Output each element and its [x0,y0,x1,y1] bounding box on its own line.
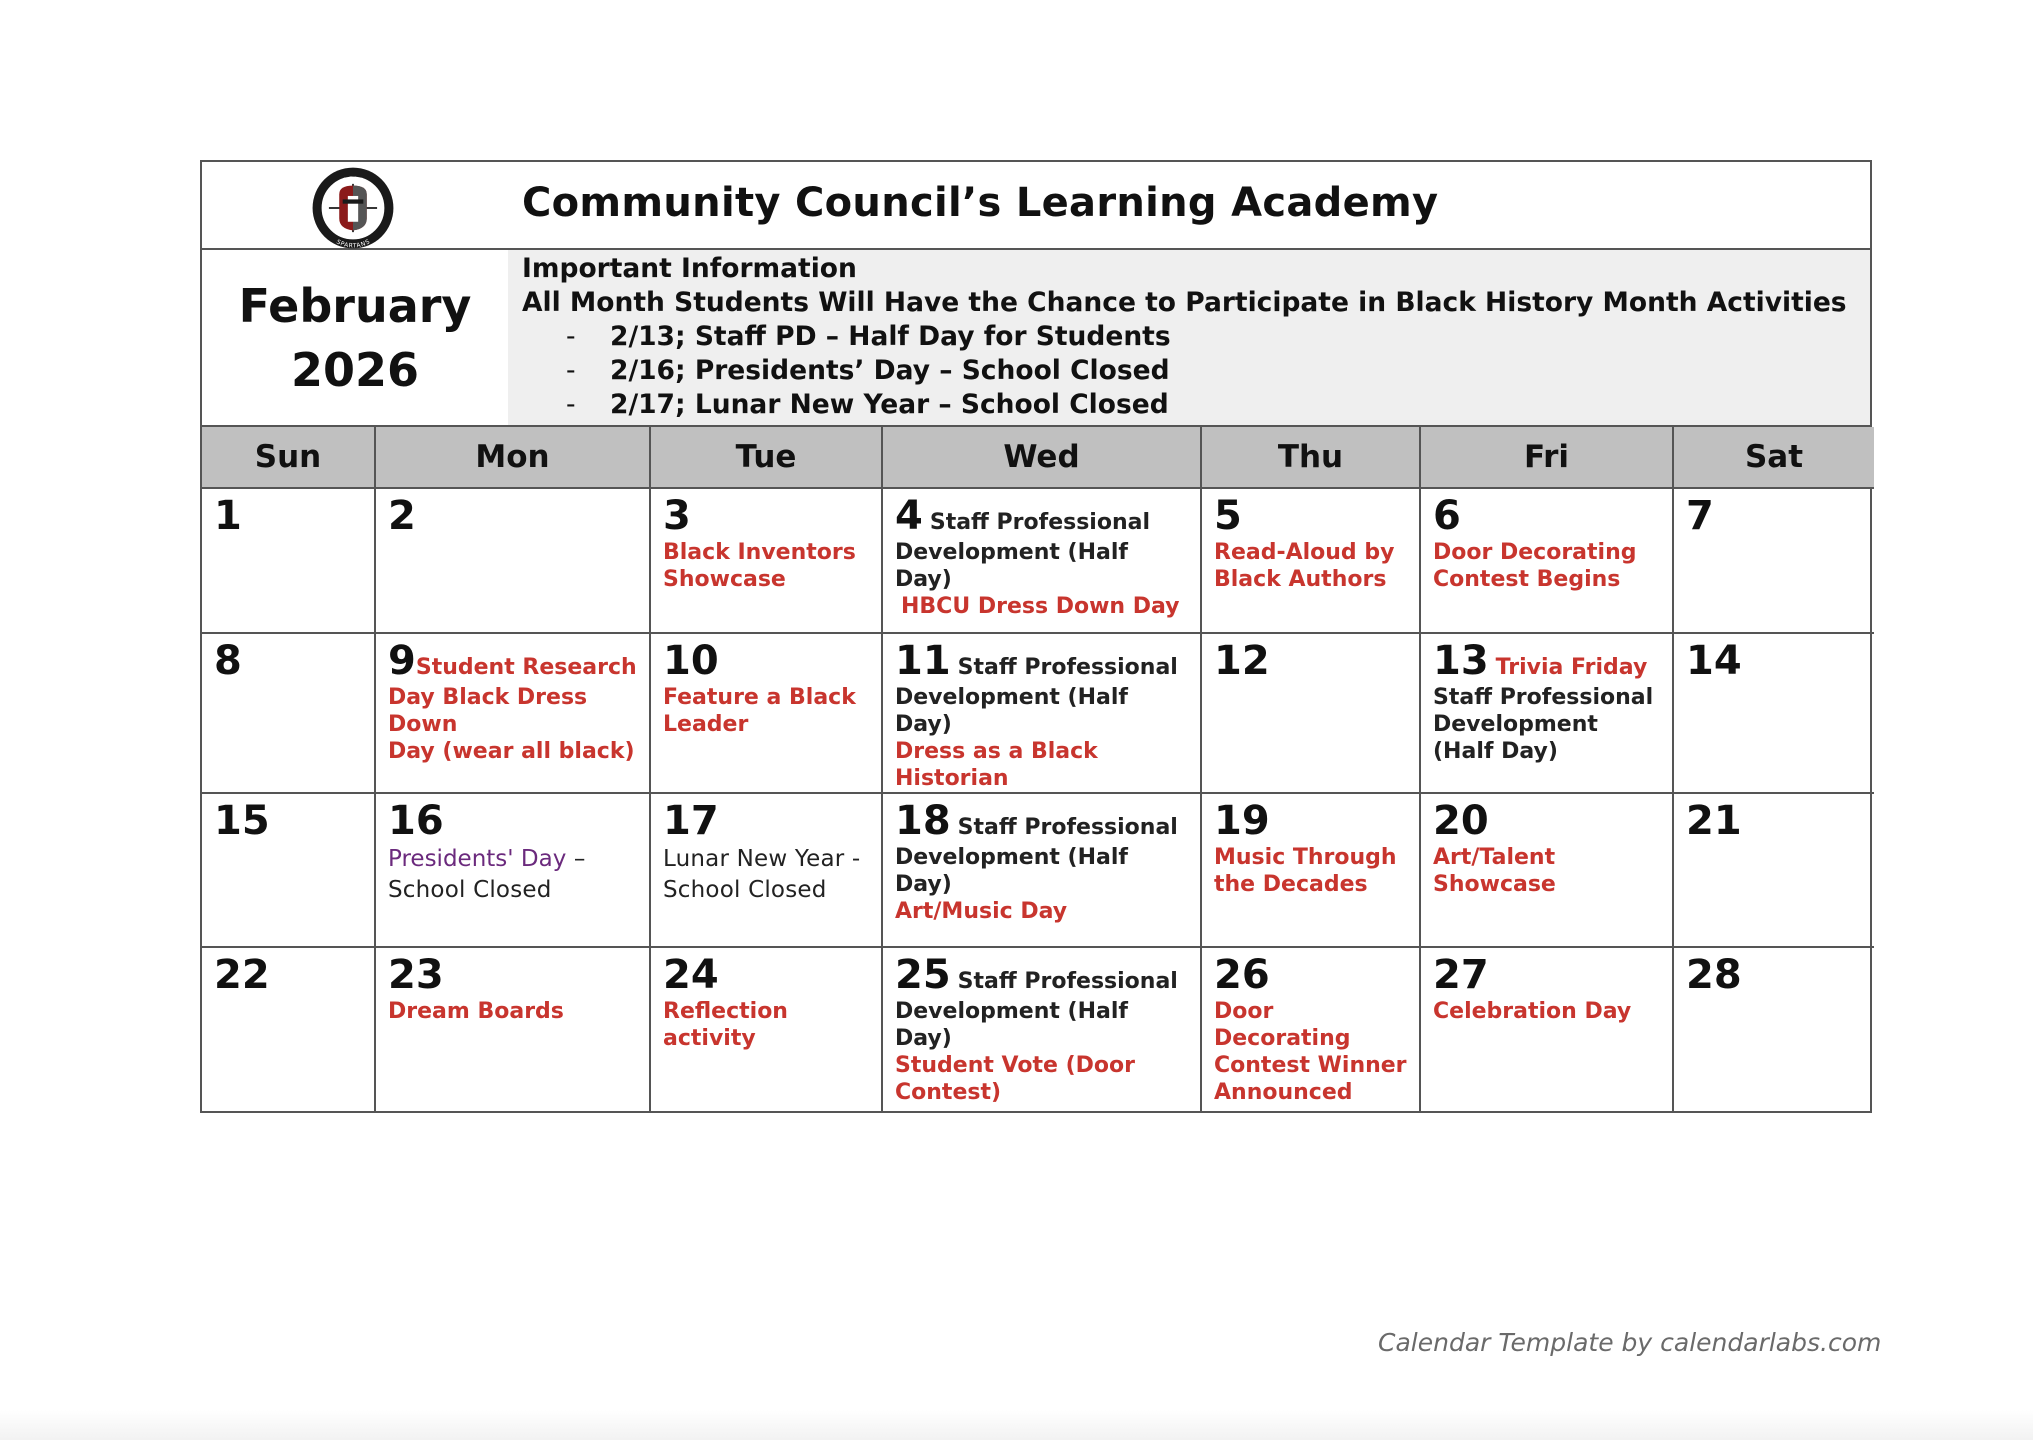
day-cell [882,633,1201,793]
calendar-grid [202,427,1874,1111]
day-number: 3 [663,493,691,539]
info-item-text: 2/13; Staff PD – Half Day for Students [610,321,1171,352]
bullet-dash: - [566,355,576,386]
day-cell [650,793,882,947]
day-event: Development (Half Day) [895,999,1128,1051]
school-header [202,162,1870,250]
weekday-tue: Tue [650,427,882,488]
day-number: 7 [1686,493,1714,539]
day-number: 5 [1214,493,1242,539]
day-event: Day (wear all black) [388,739,635,764]
day-event: Door Decorating Contest Begins [1433,540,1637,592]
month-name: February [238,278,472,333]
day-number: 13 [1433,638,1489,684]
day-event: Celebration Day [1433,999,1632,1024]
day-number: 16 [388,798,444,844]
day-number: 8 [214,638,242,684]
day-event: School Closed [388,877,552,903]
day-cell [1673,947,1874,1111]
info-title: Important Information [522,253,857,284]
month-year: 2026 [290,342,420,397]
day-event: Trivia Friday [1495,655,1648,680]
info-row [202,250,1870,427]
day-cell [1201,488,1420,633]
day-number: 14 [1686,638,1742,684]
day-number: 12 [1214,638,1270,684]
week-row [202,633,1874,793]
bullet-dash: - [566,321,576,352]
day-number: 24 [663,952,719,998]
day-cell [650,488,882,633]
day-event: Reflection activity [663,999,788,1051]
day-event: Black Inventors Showcase [663,540,856,592]
day-event: Development (Half Day) [895,685,1128,737]
day-cell [1673,793,1874,947]
template-credit: Calendar Template by calendarlabs.com [1378,1328,1882,1357]
weekday-fri: Fri [1420,427,1673,488]
day-cell [375,633,650,793]
weekday-sat: Sat [1673,427,1874,488]
info-item [522,388,1870,422]
day-event: Student Research [415,655,637,680]
info-item [522,354,1870,388]
day-cell [375,947,650,1111]
day-cell [650,633,882,793]
day-event: HBCU Dress Down Day [901,594,1180,619]
weekday-header-row [202,427,1874,488]
day-event-dash: – [566,846,586,872]
day-number: 6 [1433,493,1461,539]
day-number: 21 [1686,798,1742,844]
logo-bottom-text: SPARTANS [335,238,371,250]
day-number: 4 [895,493,923,539]
day-cell [882,793,1201,947]
day-event: Art/Talent Showcase [1433,845,1556,897]
day-number: 1 [214,493,242,539]
day-number: 19 [1214,798,1270,844]
week-row [202,793,1874,947]
day-number: 10 [663,638,719,684]
week-row [202,488,1874,633]
day-event: Dress as a Black Historian [895,739,1098,791]
info-item-text: 2/16; Presidents’ Day – School Closed [610,355,1170,386]
day-cell [375,488,650,633]
day-cell [1420,633,1673,793]
important-information [508,250,1870,425]
day-event: Art/Music Day [895,899,1068,924]
day-number: 11 [895,638,951,684]
day-event: Music Through the Decades [1214,845,1397,897]
day-number: 23 [388,952,444,998]
day-cell [1420,947,1673,1111]
week-row [202,947,1874,1111]
day-number: 9 [388,638,416,684]
day-number: 28 [1686,952,1742,998]
day-event: Dream Boards [388,999,564,1024]
page-bottom-edge [0,1410,2033,1440]
weekday-wed: Wed [882,427,1201,488]
weekday-thu: Thu [1201,427,1420,488]
day-cell [202,488,375,633]
day-number: 18 [895,798,951,844]
school-logo-icon [310,165,396,251]
day-event: Feature a Black Leader [663,685,856,737]
info-item [522,320,1870,354]
info-item-text: 2/17; Lunar New Year – School Closed [610,389,1169,420]
day-cell [882,947,1201,1111]
day-cell [1420,793,1673,947]
day-cell [1201,793,1420,947]
day-event: Day Black Dress Down [388,685,588,737]
info-subtitle: All Month Students Will Have the Chance to Participate in Black History Month Activities [522,287,1847,318]
day-cell [1201,947,1420,1111]
day-cell [1673,633,1874,793]
bullet-dash: - [566,389,576,420]
day-event: Development (Half Day) [895,540,1128,592]
day-event: Staff Professional [929,510,1151,535]
day-cell [202,947,375,1111]
day-event: Staff Professional [957,815,1178,840]
logo-top-text: CCLA [340,175,366,187]
day-event: Staff Professional [957,655,1178,680]
day-number: 27 [1433,952,1489,998]
school-name: Community Council’s Learning Academy [522,180,1439,226]
day-event: Staff Professional [957,969,1178,994]
day-event: Read-Aloud by Black Authors [1214,540,1395,592]
day-cell [202,793,375,947]
day-event: Door Decorating Contest Winner Announced [1214,999,1407,1105]
day-number: 22 [214,952,270,998]
day-cell [650,947,882,1111]
day-cell [202,633,375,793]
day-cell [1673,488,1874,633]
day-number: 20 [1433,798,1489,844]
day-cell [1201,633,1420,793]
weekday-mon: Mon [375,427,650,488]
day-number: 2 [388,493,416,539]
day-event: Student Vote (Door Contest) [895,1053,1135,1105]
day-event: Staff Professional Development (Half Day) [1433,685,1654,764]
month-title [202,250,508,425]
day-number: 17 [663,798,719,844]
day-cell [375,793,650,947]
day-number: 15 [214,798,270,844]
day-number: 25 [895,952,951,998]
day-number: 26 [1214,952,1270,998]
day-event: Development (Half Day) [895,845,1128,897]
day-cell [882,488,1201,633]
weekday-sun: Sun [202,427,375,488]
day-event: Presidents' Day [388,846,567,872]
day-cell [1420,488,1673,633]
calendar-sheet [200,160,1872,1113]
day-event: Lunar New Year - School Closed [663,846,861,903]
